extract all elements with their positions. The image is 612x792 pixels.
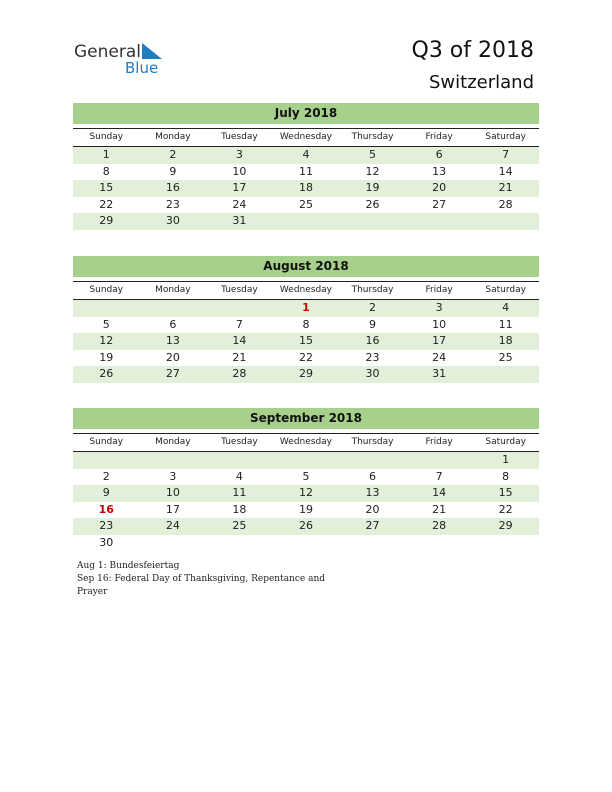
day-cell: 4 — [302, 148, 310, 161]
day-cell: 11 — [232, 486, 247, 499]
day-cell: 16 — [165, 181, 180, 194]
logo-general-text: General — [74, 42, 141, 62]
empty-day-cell — [206, 535, 273, 552]
month-september — [73, 408, 539, 551]
weekday-header-row — [73, 433, 539, 452]
empty-day-cell — [206, 300, 273, 317]
day-cell: 16 — [365, 334, 380, 347]
empty-day-cell — [339, 213, 406, 230]
month-title: August 2018 — [73, 256, 539, 277]
day-cell: 15 — [99, 181, 114, 194]
day-cell: 26 — [365, 197, 380, 211]
empty-day-cell — [339, 535, 406, 552]
day-cell: 27 — [165, 367, 180, 380]
day-cell: 17 — [432, 334, 447, 347]
logo-flag-icon — [142, 43, 162, 59]
weekday-label: Saturday — [485, 285, 526, 295]
weekday-label: Sunday — [89, 285, 124, 295]
day-cell: 22 — [298, 350, 313, 364]
day-cell: 14 — [432, 486, 447, 499]
week-row — [73, 317, 539, 334]
day-cell: 19 — [298, 502, 313, 516]
day-cell: 29 — [298, 367, 313, 380]
weekday-label: Friday — [425, 437, 453, 447]
day-cell: 30 — [365, 367, 380, 380]
week-row — [73, 518, 539, 535]
month-title: September 2018 — [73, 408, 539, 429]
day-cell: 23 — [99, 519, 114, 532]
empty-day-cell — [73, 300, 140, 317]
week-row — [73, 366, 539, 383]
day-cell: 12 — [298, 486, 313, 499]
week-row — [73, 350, 539, 367]
day-cell: 9 — [102, 486, 110, 499]
empty-day-cell — [406, 535, 473, 552]
weekday-label: Wednesday — [279, 285, 333, 295]
weekday-label: Wednesday — [279, 437, 333, 447]
page-title: Q3 of 2018 — [411, 38, 534, 63]
day-cell: 4 — [502, 301, 510, 314]
empty-day-cell — [339, 452, 406, 469]
day-cell: 10 — [432, 317, 447, 331]
day-cell: 21 — [432, 502, 447, 516]
weekday-label: Friday — [425, 132, 453, 142]
day-cell: 22 — [498, 502, 513, 516]
day-cell: 31 — [432, 367, 447, 380]
holiday-note: Aug 1: Bundesfeiertag — [77, 561, 180, 571]
day-cell: 3 — [169, 469, 177, 483]
day-cell: 20 — [365, 502, 380, 516]
day-cell: 11 — [498, 317, 513, 331]
day-cell: 16 — [98, 502, 114, 516]
empty-day-cell — [406, 213, 473, 230]
week-row — [73, 180, 539, 197]
weekday-label: Saturday — [485, 437, 526, 447]
weekday-label: Thursday — [351, 285, 394, 295]
holiday-note: Sep 16: Federal Day of Thanksgiving, Repentance and Prayer — [77, 574, 326, 597]
week-row — [73, 333, 539, 350]
week-row — [73, 535, 539, 552]
day-cell: 11 — [298, 164, 313, 178]
day-cell: 5 — [369, 148, 377, 161]
day-cell: 2 — [102, 469, 110, 483]
day-cell: 19 — [99, 350, 114, 364]
day-cell: 17 — [165, 502, 180, 516]
week-row — [73, 197, 539, 214]
country-name: Switzerland — [429, 72, 534, 93]
day-cell: 5 — [302, 469, 310, 483]
day-cell: 21 — [232, 350, 247, 364]
empty-day-cell — [273, 535, 340, 552]
day-cell: 20 — [432, 181, 447, 194]
day-cell: 13 — [165, 334, 180, 347]
day-cell: 24 — [165, 519, 180, 532]
day-cell: 29 — [99, 214, 114, 227]
weekday-header-row — [73, 281, 539, 300]
week-row — [73, 485, 539, 502]
day-cell: 28 — [432, 519, 447, 532]
day-cell: 3 — [235, 148, 243, 161]
day-cell: 1 — [102, 148, 110, 161]
day-cell: 13 — [365, 486, 380, 499]
weekday-label: Friday — [425, 285, 453, 295]
empty-day-cell — [472, 366, 539, 383]
day-cell: 24 — [432, 350, 447, 364]
weekday-label: Thursday — [351, 437, 394, 447]
weekday-label: Monday — [155, 132, 191, 142]
day-cell: 31 — [232, 214, 247, 227]
day-cell: 9 — [369, 317, 377, 331]
month-title: July 2018 — [73, 103, 539, 124]
empty-day-cell — [140, 535, 207, 552]
day-cell: 25 — [498, 350, 513, 364]
weekday-label: Monday — [155, 437, 191, 447]
empty-day-cell — [472, 213, 539, 230]
day-cell: 4 — [235, 469, 243, 483]
day-cell: 15 — [298, 334, 313, 347]
day-cell: 6 — [435, 148, 443, 161]
day-cell: 25 — [298, 197, 313, 211]
day-cell: 8 — [102, 164, 110, 178]
day-cell: 17 — [232, 181, 247, 194]
weekday-label: Tuesday — [221, 437, 258, 447]
day-cell: 2 — [169, 148, 177, 161]
day-cell: 19 — [365, 181, 380, 194]
day-cell: 7 — [235, 317, 243, 331]
day-cell: 23 — [165, 197, 180, 211]
empty-day-cell — [273, 452, 340, 469]
week-row — [73, 452, 539, 469]
day-cell: 26 — [99, 367, 114, 380]
day-cell: 23 — [365, 350, 380, 364]
day-cell: 7 — [435, 469, 443, 483]
day-cell: 27 — [365, 519, 380, 532]
empty-day-cell — [73, 452, 140, 469]
day-cell: 15 — [498, 486, 513, 499]
week-row — [73, 502, 539, 519]
day-cell: 3 — [435, 301, 443, 314]
day-cell: 5 — [102, 317, 110, 331]
day-cell: 6 — [169, 317, 177, 331]
empty-day-cell — [140, 452, 207, 469]
weekday-label: Tuesday — [221, 285, 258, 295]
day-cell: 26 — [298, 519, 313, 532]
day-cell: 30 — [99, 535, 114, 549]
weekday-label: Sunday — [89, 437, 124, 447]
day-cell: 18 — [498, 334, 513, 347]
day-cell: 25 — [232, 519, 247, 532]
day-cell: 10 — [232, 164, 247, 178]
day-cell: 14 — [498, 164, 513, 178]
day-cell: 27 — [432, 197, 447, 211]
empty-day-cell — [140, 300, 207, 317]
weekday-label: Monday — [155, 285, 191, 295]
empty-day-cell — [406, 452, 473, 469]
day-cell: 28 — [232, 367, 247, 380]
day-cell: 14 — [232, 334, 247, 347]
empty-day-cell — [206, 452, 273, 469]
day-cell: 2 — [369, 301, 377, 314]
day-cell: 1 — [302, 301, 310, 314]
day-cell: 6 — [369, 469, 377, 483]
weekday-label: Thursday — [351, 132, 394, 142]
empty-day-cell — [472, 535, 539, 552]
weekday-label: Sunday — [89, 132, 124, 142]
day-cell: 7 — [502, 148, 510, 161]
week-row — [73, 300, 539, 317]
month-august — [73, 256, 539, 383]
day-cell: 20 — [165, 350, 180, 364]
day-cell: 18 — [298, 181, 313, 194]
day-cell: 12 — [99, 334, 114, 347]
empty-day-cell — [273, 213, 340, 230]
weekday-label: Tuesday — [221, 132, 258, 142]
weekday-label: Saturday — [485, 132, 526, 142]
day-cell: 1 — [502, 453, 510, 466]
week-row — [73, 147, 539, 164]
day-cell: 29 — [498, 519, 513, 532]
day-cell: 8 — [502, 469, 510, 483]
weekday-header-row — [73, 128, 539, 147]
day-cell: 22 — [99, 197, 114, 211]
week-row — [73, 213, 539, 230]
day-cell: 8 — [302, 317, 310, 331]
day-cell: 24 — [232, 197, 247, 211]
day-cell: 18 — [232, 502, 247, 516]
day-cell: 13 — [432, 164, 447, 178]
week-row — [73, 164, 539, 181]
day-cell: 21 — [498, 181, 513, 194]
weekday-label: Wednesday — [279, 132, 333, 142]
day-cell: 30 — [165, 214, 180, 227]
holiday-notes — [77, 560, 347, 599]
day-cell: 9 — [169, 164, 177, 178]
week-row — [73, 469, 539, 486]
day-cell: 10 — [165, 486, 180, 499]
day-cell: 12 — [365, 164, 380, 178]
month-july — [73, 103, 539, 230]
day-cell: 28 — [498, 197, 513, 211]
logo-blue-text: Blue — [125, 59, 159, 77]
